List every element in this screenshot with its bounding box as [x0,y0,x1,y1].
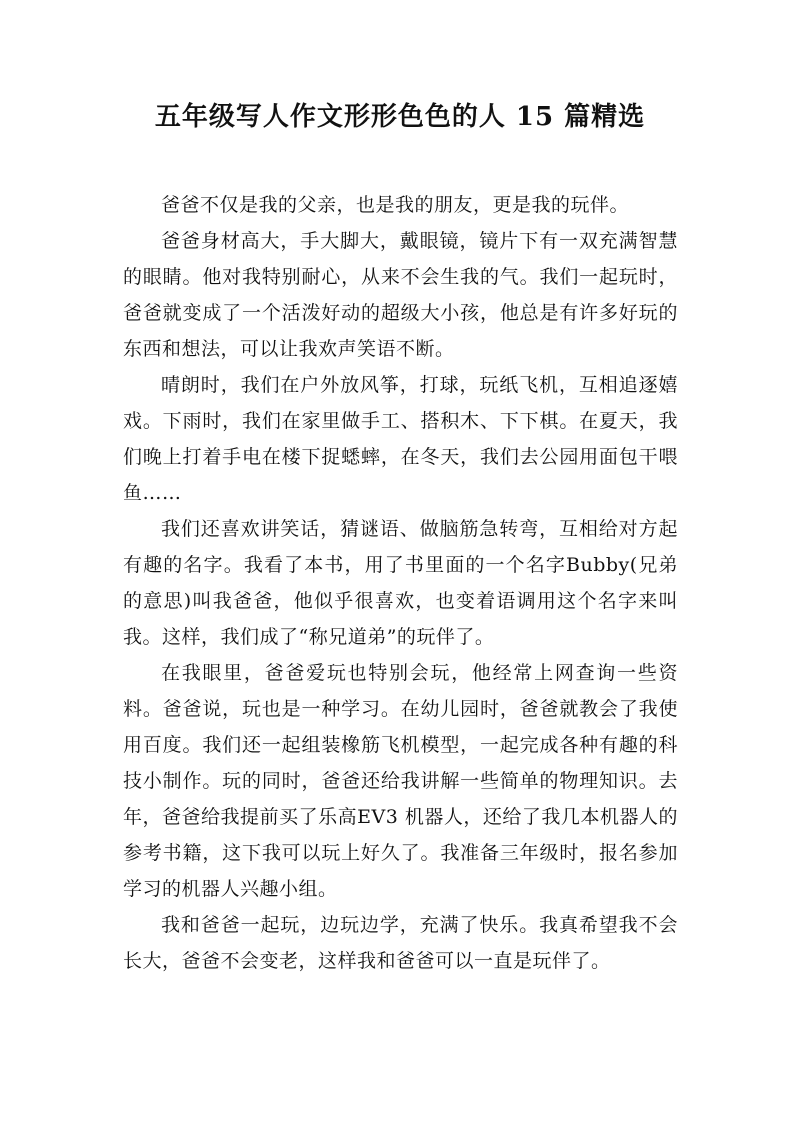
paragraph-5: 在我眼里，爸爸爱玩也特别会玩，他经常上网查询一些资料。爸爸说，玩也是一种学习。在幼儿园时，爸爸就教会了我使用百度。我们还一起组装橡筋飞机模型，一起完成各种有趣的科技小制作。玩的同时，爸爸还给我讲解一些简单的物理知识。去年，爸爸给我提前买了乐高EV3 机器人，还给了我几本机器人的参考书籍，这下我可以玩上好久了。我准备三年级时，报名参加学习的机器人兴趣小组。 [123,662,678,900]
document-body [123,187,678,979]
paragraph-3: 晴朗时，我们在户外放风筝，打球，玩纸飞机，互相追逐嬉戏。下雨时，我们在家里做手工、搭积木、下下棋。在夏天，我们晚上打着手电在楼下捉蟋蟀，在冬天，我们去公园用面包干喂鱼…… [123,374,678,504]
paragraph-2: 爸爸身材高大，手大脚大，戴眼镜，镜片下有一双充满智慧的眼睛。他对我特别耐心，从来不会生我的气。我们一起玩时，爸爸就变成了一个活泼好动的超级大小孩，他总是有许多好玩的东西和想法，可以让我欢声笑语不断。 [123,230,678,360]
document-title: 五年级写人作文形形色色的人 15 篇精选 [154,102,646,132]
paragraph-4: 我们还喜欢讲笑话，猜谜语、做脑筋急转弯，互相给对方起有趣的名字。我看了本书，用了书里面的一个名字Bubby(兄弟的意思)叫我爸爸，他似乎很喜欢，也变着语调用这个名字来叫我。这样，我们成了“称兄道弟”的玩伴了。 [123,518,678,648]
paragraph-6: 我和爸爸一起玩，边玩边学，充满了快乐。我真希望我不会长大，爸爸不会变老，这样我和爸爸可以一直是玩伴了。 [123,914,678,972]
paragraph-1: 爸爸不仅是我的父亲，也是我的朋友，更是我的玩伴。 [161,194,630,216]
